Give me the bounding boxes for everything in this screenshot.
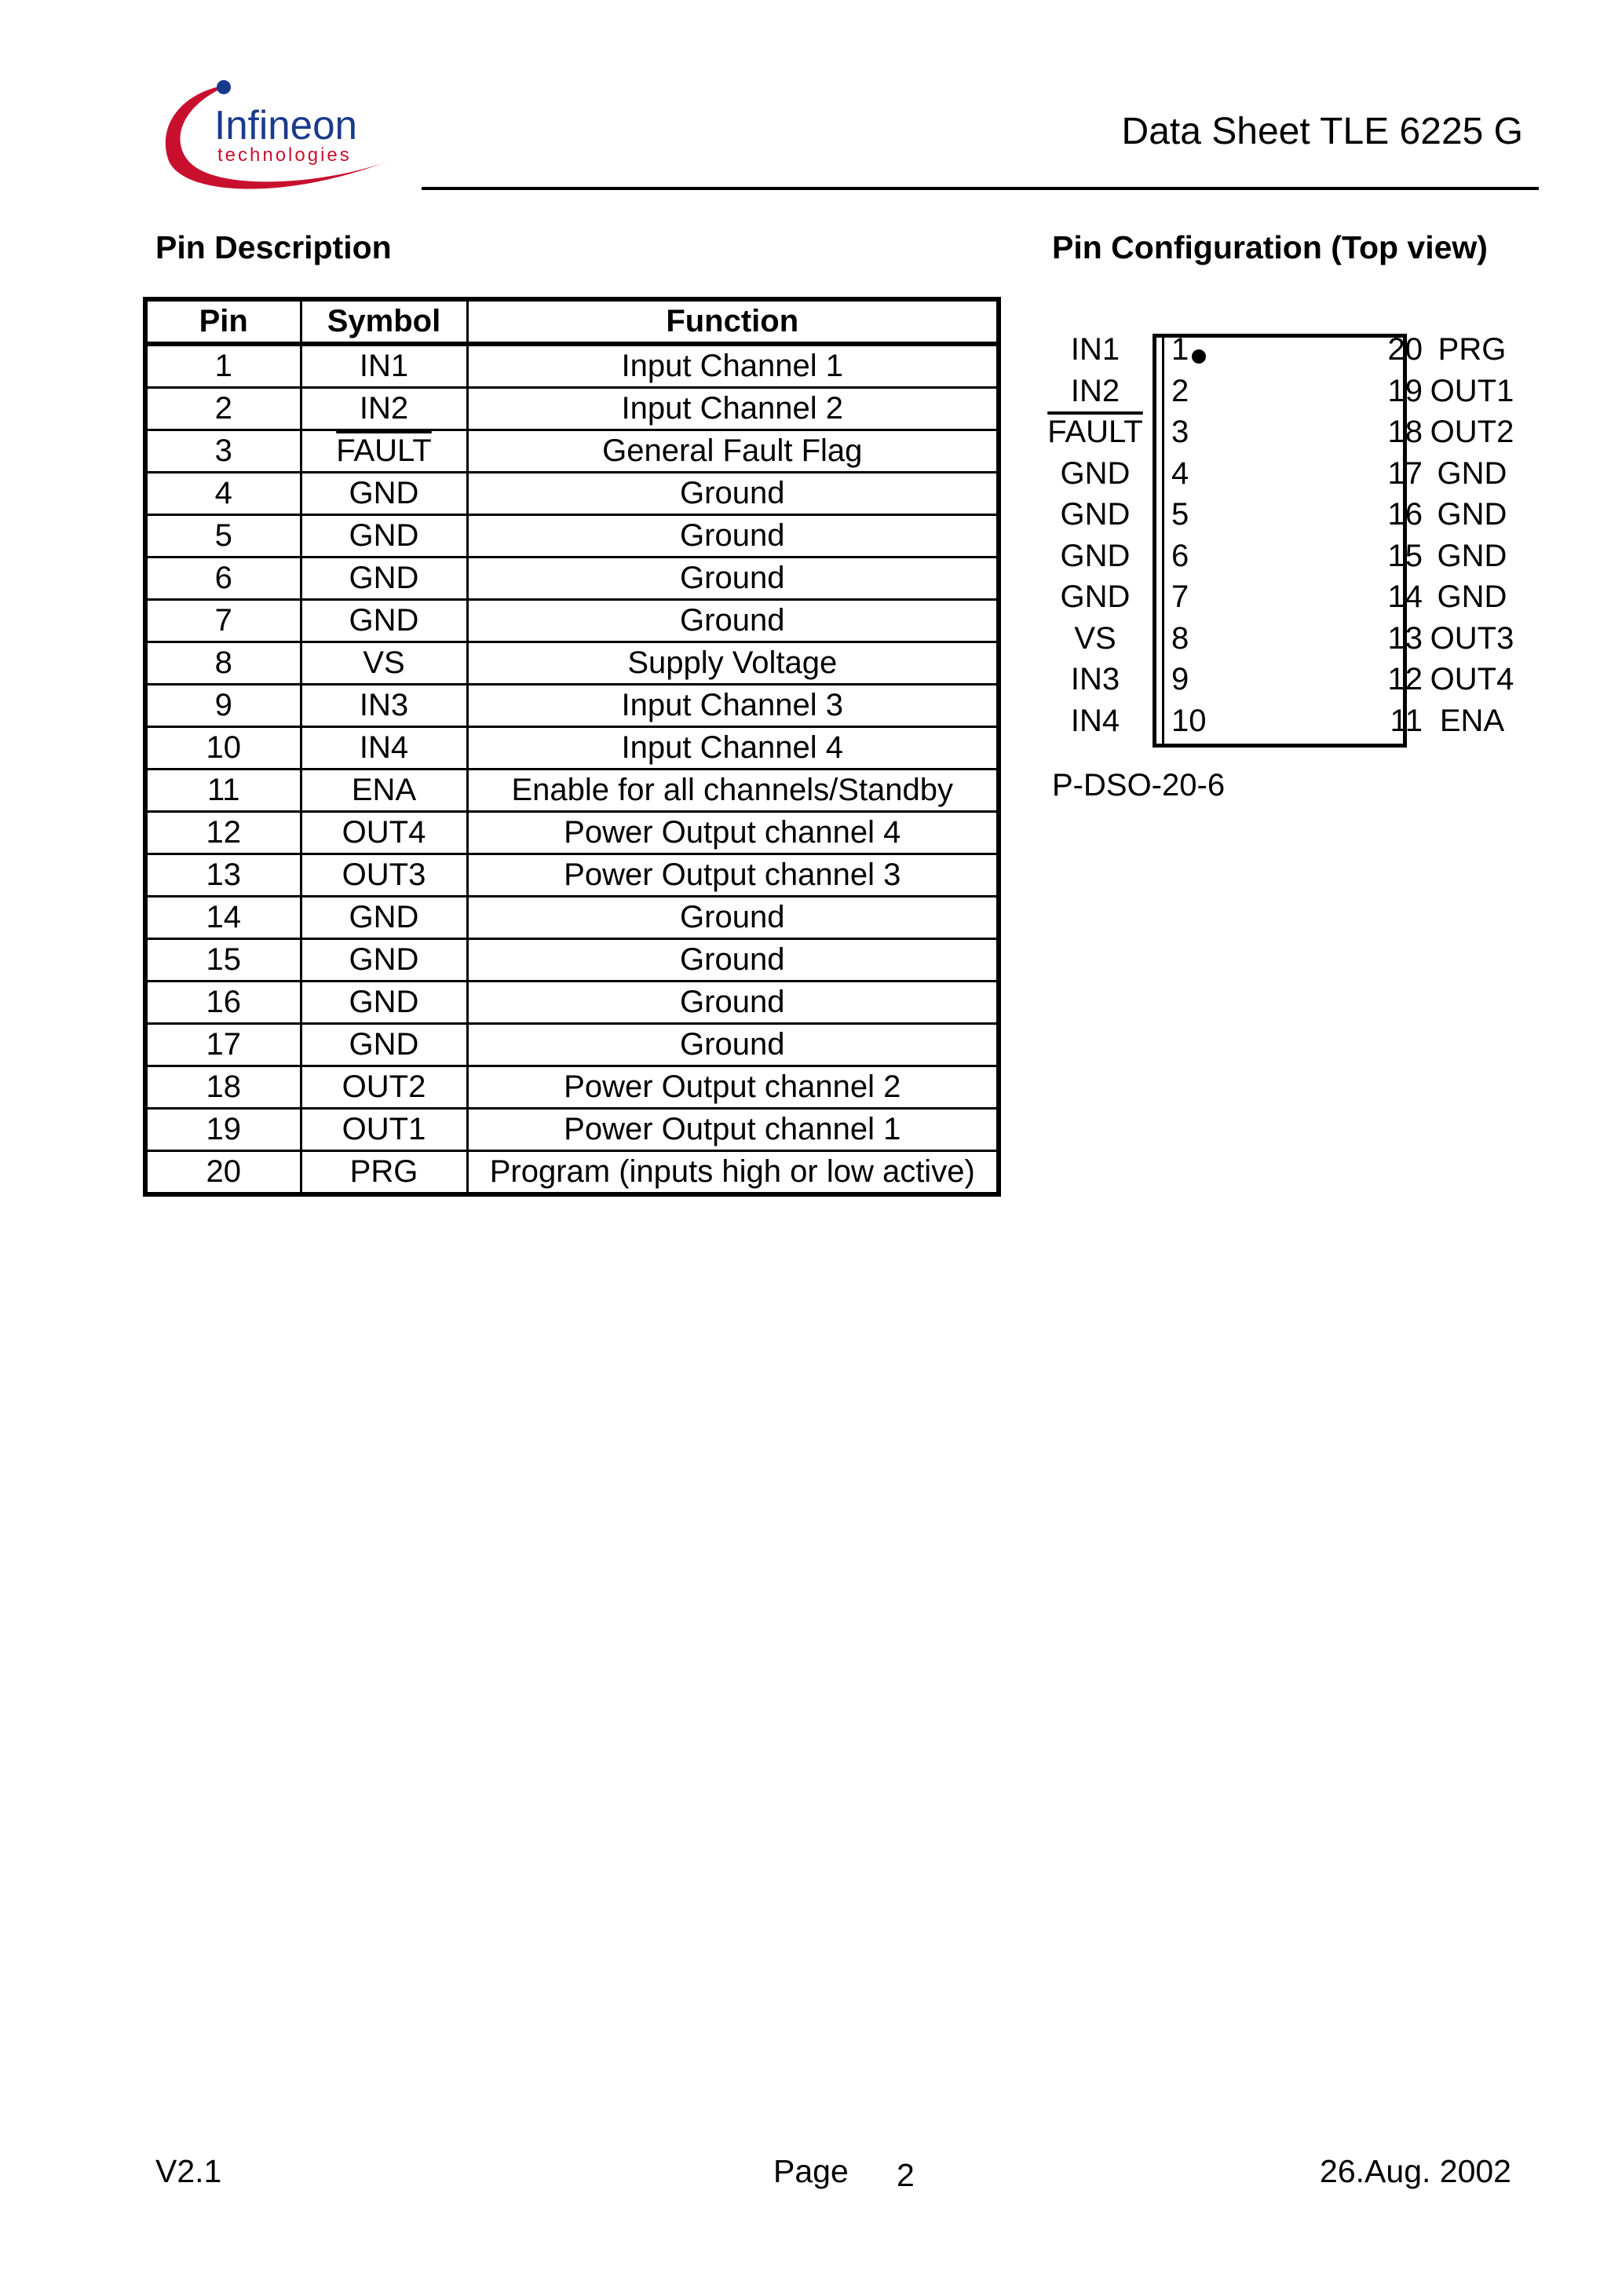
symbol-cell: FAULT: [301, 430, 467, 473]
logo-subtext: technologies: [217, 144, 352, 166]
function-cell: Ground: [467, 897, 999, 939]
pin-label-left: GND: [1060, 455, 1131, 491]
pin-configuration-diagram: [1044, 334, 1547, 758]
function-cell: Ground: [467, 982, 999, 1024]
pin-number-left: 5: [1171, 497, 1189, 532]
pin-cell: 2: [145, 388, 301, 430]
pin-cell: 9: [145, 685, 301, 727]
pin-label-right: ENA: [1439, 703, 1505, 738]
symbol-cell: OUT1: [301, 1109, 467, 1151]
pin-cell: 1: [145, 344, 301, 388]
infineon-logo: [153, 75, 424, 200]
table-row: [145, 1024, 999, 1066]
table-row: [145, 388, 999, 430]
function-cell: Ground: [467, 515, 999, 558]
symbol-cell: IN2: [301, 388, 467, 430]
table-row: [145, 1109, 999, 1151]
pin-cell: 10: [145, 727, 301, 770]
column-header-pin: Pin: [145, 299, 301, 344]
column-header-function: Function: [467, 299, 999, 344]
symbol-cell: GND: [301, 897, 467, 939]
pin-number-right: 19: [1387, 373, 1423, 408]
function-cell: Power Output channel 4: [467, 812, 999, 854]
pin-cell: 17: [145, 1024, 301, 1066]
pin-cell: 4: [145, 473, 301, 515]
pin-cell: 18: [145, 1066, 301, 1109]
symbol-cell: OUT2: [301, 1066, 467, 1109]
pin-label-left: IN4: [1070, 703, 1120, 738]
table-row: [145, 600, 999, 642]
pin-label-left: IN3: [1070, 662, 1120, 696]
table-row: [145, 939, 999, 982]
table-row: [145, 473, 999, 515]
pin-cell: 12: [145, 812, 301, 854]
table-row: [145, 558, 999, 600]
function-cell: Input Channel 4: [467, 727, 999, 770]
function-cell: Ground: [467, 1024, 999, 1066]
pin-number-right: 17: [1387, 455, 1423, 491]
pin-number-left: 10: [1171, 703, 1207, 738]
footer-date: 26.Aug. 2002: [1320, 2153, 1511, 2189]
function-cell: General Fault Flag: [467, 430, 999, 473]
pin-cell: 8: [145, 642, 301, 685]
function-cell: Input Channel 1: [467, 344, 999, 388]
table-row: [145, 897, 999, 939]
symbol-cell: IN1: [301, 344, 467, 388]
pin-cell: 7: [145, 600, 301, 642]
pin-cell: 16: [145, 982, 301, 1024]
table-header-row: [145, 299, 999, 344]
pin-description-title: Pin Description: [155, 229, 392, 265]
pin-label-left: FAULT: [1047, 415, 1143, 449]
pin-label-right: OUT2: [1430, 415, 1514, 449]
pin1-marker-icon: [1192, 349, 1206, 364]
symbol-cell: IN4: [301, 727, 467, 770]
pin-label-left: GND: [1060, 497, 1131, 532]
pin-number-left: 8: [1171, 620, 1189, 656]
symbol-cell: ENA: [301, 770, 467, 812]
table-row: [145, 1066, 999, 1109]
pin-cell: 3: [145, 430, 301, 473]
function-cell: Power Output channel 1: [467, 1109, 999, 1151]
pin-number-left: 4: [1171, 455, 1189, 491]
pin-cell: 11: [145, 770, 301, 812]
pin-number-left: 9: [1171, 662, 1189, 696]
function-cell: Enable for all channels/Standby: [467, 770, 999, 812]
table-row: [145, 515, 999, 558]
table-row: [145, 642, 999, 685]
pin-label-right: GND: [1437, 497, 1507, 532]
function-cell: Ground: [467, 939, 999, 982]
table-row: [145, 812, 999, 854]
footer-version: V2.1: [155, 2153, 222, 2189]
pin-label-left: IN1: [1070, 332, 1120, 367]
document-title: Data Sheet TLE 6225 G: [1121, 111, 1523, 152]
table-row: [145, 430, 999, 473]
ic-package-inner-line: [1162, 334, 1164, 748]
symbol-cell: OUT3: [301, 854, 467, 897]
symbol-cell: PRG: [301, 1151, 467, 1195]
pin-number-right: 20: [1387, 332, 1423, 367]
symbol-cell: GND: [301, 473, 467, 515]
pin-description-table: [143, 297, 1001, 1197]
table-row: [145, 770, 999, 812]
pin-label-right: PRG: [1438, 332, 1507, 367]
symbol-cell: VS: [301, 642, 467, 685]
symbol-cell: GND: [301, 558, 467, 600]
function-cell: Ground: [467, 558, 999, 600]
table-row: [145, 854, 999, 897]
function-cell: Supply Voltage: [467, 642, 999, 685]
pin-number-left: 2: [1171, 373, 1189, 408]
function-cell: Power Output channel 2: [467, 1066, 999, 1109]
function-cell: Input Channel 3: [467, 685, 999, 727]
column-header-symbol: Symbol: [301, 299, 467, 344]
pin-number-right: 15: [1387, 538, 1423, 573]
pin-label-right: OUT1: [1430, 373, 1514, 408]
pin-number-right: 13: [1387, 620, 1423, 656]
function-cell: Input Channel 2: [467, 388, 999, 430]
symbol-cell: IN3: [301, 685, 467, 727]
pin-number-right: 11: [1390, 703, 1423, 738]
table-row: [145, 1151, 999, 1195]
symbol-cell: GND: [301, 1024, 467, 1066]
pin-number-right: 14: [1387, 579, 1423, 614]
symbol-cell: OUT4: [301, 812, 467, 854]
pin-label-right: GND: [1437, 579, 1507, 614]
package-name: P-DSO-20-6: [1052, 768, 1226, 803]
table-row: [145, 982, 999, 1024]
symbol-cell: GND: [301, 982, 467, 1024]
function-cell: Power Output channel 3: [467, 854, 999, 897]
function-cell: Ground: [467, 600, 999, 642]
pin-cell: 15: [145, 939, 301, 982]
pin-number-right: 12: [1387, 662, 1423, 696]
pin-label-right: GND: [1437, 538, 1507, 573]
pin-number-right: 18: [1387, 415, 1423, 449]
pin-label-left: GND: [1060, 579, 1131, 614]
pin-cell: 19: [145, 1109, 301, 1151]
pin-number-left: 3: [1171, 415, 1189, 449]
symbol-cell: GND: [301, 939, 467, 982]
pin-number-right: 16: [1387, 497, 1423, 532]
function-cell: Ground: [467, 473, 999, 515]
pin-cell: 13: [145, 854, 301, 897]
footer-page-number: 2: [897, 2157, 915, 2193]
pin-cell: 5: [145, 515, 301, 558]
function-cell: Program (inputs high or low active): [467, 1151, 999, 1195]
table-row: [145, 727, 999, 770]
pin-cell: 6: [145, 558, 301, 600]
pin-cell: 20: [145, 1151, 301, 1195]
pin-label-right: GND: [1437, 455, 1507, 491]
footer-page-label: Page: [773, 2153, 849, 2189]
logo-text: Infineon: [214, 103, 357, 148]
symbol-cell: GND: [301, 515, 467, 558]
pin-cell: 14: [145, 897, 301, 939]
table-row: [145, 344, 999, 388]
pin-number-left: 1: [1171, 332, 1189, 367]
pin-label-left: GND: [1060, 538, 1131, 573]
pin-label-right: OUT3: [1430, 620, 1514, 656]
header-divider: [422, 187, 1539, 190]
pin-label-left: VS: [1074, 620, 1116, 656]
table-row: [145, 685, 999, 727]
pin-label-right: OUT4: [1430, 662, 1514, 696]
pin-configuration-title: Pin Configuration (Top view): [1052, 229, 1488, 265]
pin-number-left: 7: [1171, 579, 1189, 614]
pin-number-left: 6: [1171, 538, 1189, 573]
symbol-cell: GND: [301, 600, 467, 642]
pin-label-left: IN2: [1070, 373, 1120, 408]
